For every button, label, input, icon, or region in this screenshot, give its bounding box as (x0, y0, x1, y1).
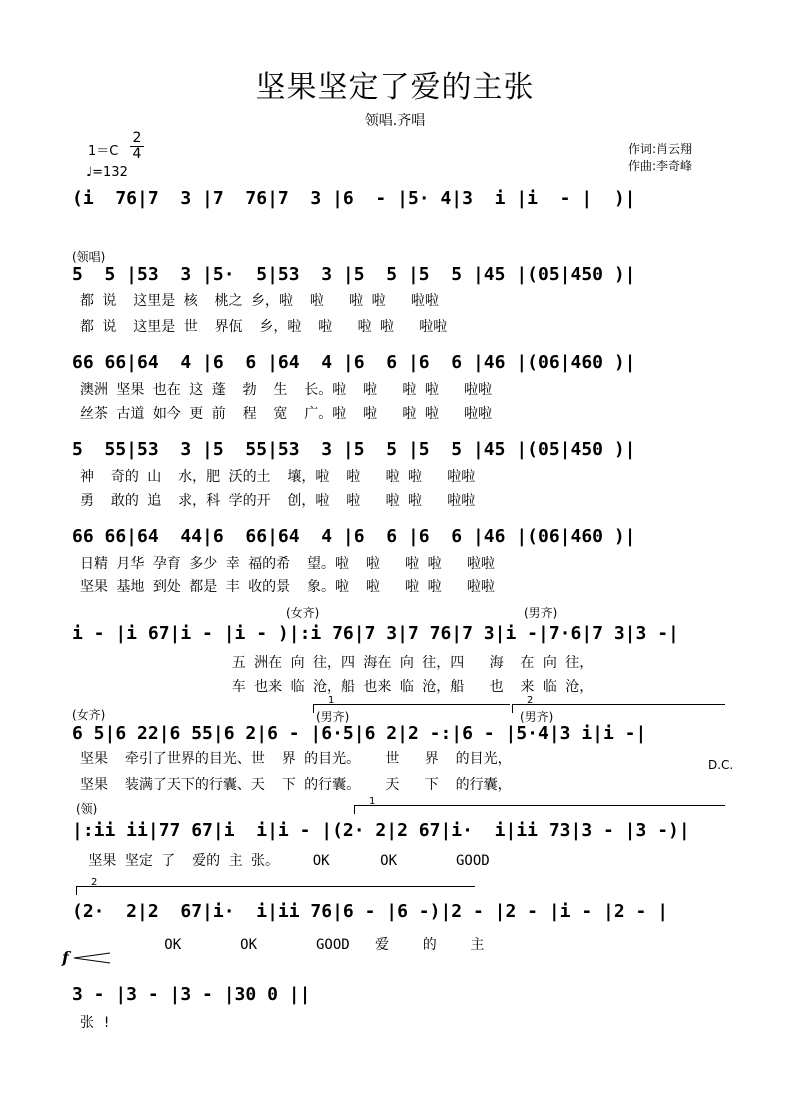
key-signature: 1＝C (88, 144, 119, 159)
lyric-line: 澳洲 坚果 也在 这 蓬 勃 生 长。啦 啦 啦 啦 啦啦 (80, 382, 493, 398)
volta-bracket-3 (354, 796, 725, 814)
lyric-line: 五 洲在 向 往，四 海在 向 往，四 海 在 向 往， (80, 655, 594, 671)
notation-line: 3 - |3 - |3 - |30 0 || (72, 984, 311, 1005)
notation-line: 66 66|64 4 |6 6 |64 4 |6 6 |6 6 |46 |(06|460 )| (72, 352, 636, 373)
lyric-line: 日精 月华 孕育 多少 幸 福的希 望。啦 啦 啦 啦 啦啦 (80, 556, 495, 572)
lyric-line: 坚果 基地 到处 都是 丰 收的景 象。啦 啦 啦 啦 啦啦 (80, 579, 495, 595)
lyric-line: 张 ! (80, 1015, 111, 1031)
lyric-line: 丝茶 古道 如今 更 前 程 宽 广。啦 啦 啦 啦 啦啦 (80, 406, 493, 422)
lyric-line: 车 也来 临 沧，船 也来 临 沧，船 也 来 临 沧， (80, 679, 594, 695)
notation-line: (2· 2|2 67|i· i|ii 76|6 - |6 -)|2 - |2 - |i - |2 - | (72, 901, 669, 922)
forte-mark: f (62, 948, 69, 967)
volta-label-1: 1 (328, 695, 335, 706)
volta-label-4: 2 (91, 877, 98, 888)
notation-line: 5 55|53 3 |5 55|53 3 |5 5 |5 5 |45 |(05|450 )| (72, 439, 636, 460)
time-signature-bottom: 4 (130, 146, 144, 162)
performance-type: 领唱.齐唱 (364, 113, 426, 129)
volta-label-3: 1 (369, 796, 376, 807)
volta-bracket-1 (313, 695, 510, 713)
dc-mark: D.C. (708, 758, 734, 772)
lyric-line: 勇 敢的 追 求，科 学的开 创，啦 啦 啦 啦 啦啦 (80, 493, 476, 509)
volta-label-2: 2 (527, 695, 534, 706)
lyric-line: 神 奇的 山 水，肥 沃的土 壤，啦 啦 啦 啦 啦啦 (80, 469, 476, 485)
female-chorus-mark: (女齐) (286, 606, 320, 620)
male-chorus-mark-3: (男齐) (520, 710, 554, 724)
notation-line: 66 66|64 44|6 66|64 4 |6 6 |6 6 |46 |(06|460 )| (72, 526, 636, 547)
lyric-line: 都 说 这里是 世 界佤 乡，啦 啦 啦 啦 啦啦 (80, 319, 448, 335)
notation-line: (i 76|7 3 |7 76|7 3 |6 - |5· 4|3 i |i - | )| (72, 188, 636, 209)
lyric-line: 都 说 这里是 核 桃之 乡，啦 啦 啦 啦 啦啦 (80, 293, 439, 309)
lyric-line: 坚果 牵引了世界的目光、世 界 的目光。 世 界 的目光， (80, 751, 512, 767)
song-title: 坚果坚定了爱的主张 (255, 70, 535, 105)
time-signature-top: 2 (132, 130, 142, 146)
notation-line: 6 5|6 22|6 55|6 2|6 - |6·5|6 2|2 -:|6 - |5·4|3 i|i -| (72, 723, 647, 744)
tempo-mark: ♩=132 (86, 165, 128, 180)
lead-mark: (领) (76, 802, 98, 816)
lead-vocal-mark: (领唱) (72, 250, 106, 264)
male-chorus-mark: (男齐) (524, 606, 558, 620)
volta-bracket-2 (512, 695, 725, 713)
composer-credit: 作曲:李奇峰 (628, 159, 693, 173)
notation-line: |:ii ii|77 67|i i|i - |(2· 2|2 67|i· i|ii 73|3 - |3 -)| (72, 820, 690, 841)
notation-line: i - |i 67|i - |i - )|:i 76|7 3|7 76|7 3|i -|7·6|7 3|3 -| (72, 623, 679, 644)
volta-bracket-4 (76, 877, 475, 895)
lyric-line: 坚果 坚定 了 爱的 主 张。 OK OK GOOD (80, 853, 490, 869)
lyric-line: 坚果 装满了天下的行囊、天 下 的行囊。 天 下 的行囊， (80, 777, 512, 793)
lyric-line: OK OK GOOD 爱 的 主 (80, 937, 485, 953)
lyricist-credit: 作词:肖云翔 (628, 142, 693, 156)
notation-line: 5 5 |53 3 |5· 5|53 3 |5 5 |5 5 |45 |(05|450 )| (72, 264, 636, 285)
time-signature (130, 131, 144, 162)
female-chorus-mark-2: (女齐) (72, 708, 106, 722)
male-chorus-mark-2: (男齐) (316, 710, 350, 724)
